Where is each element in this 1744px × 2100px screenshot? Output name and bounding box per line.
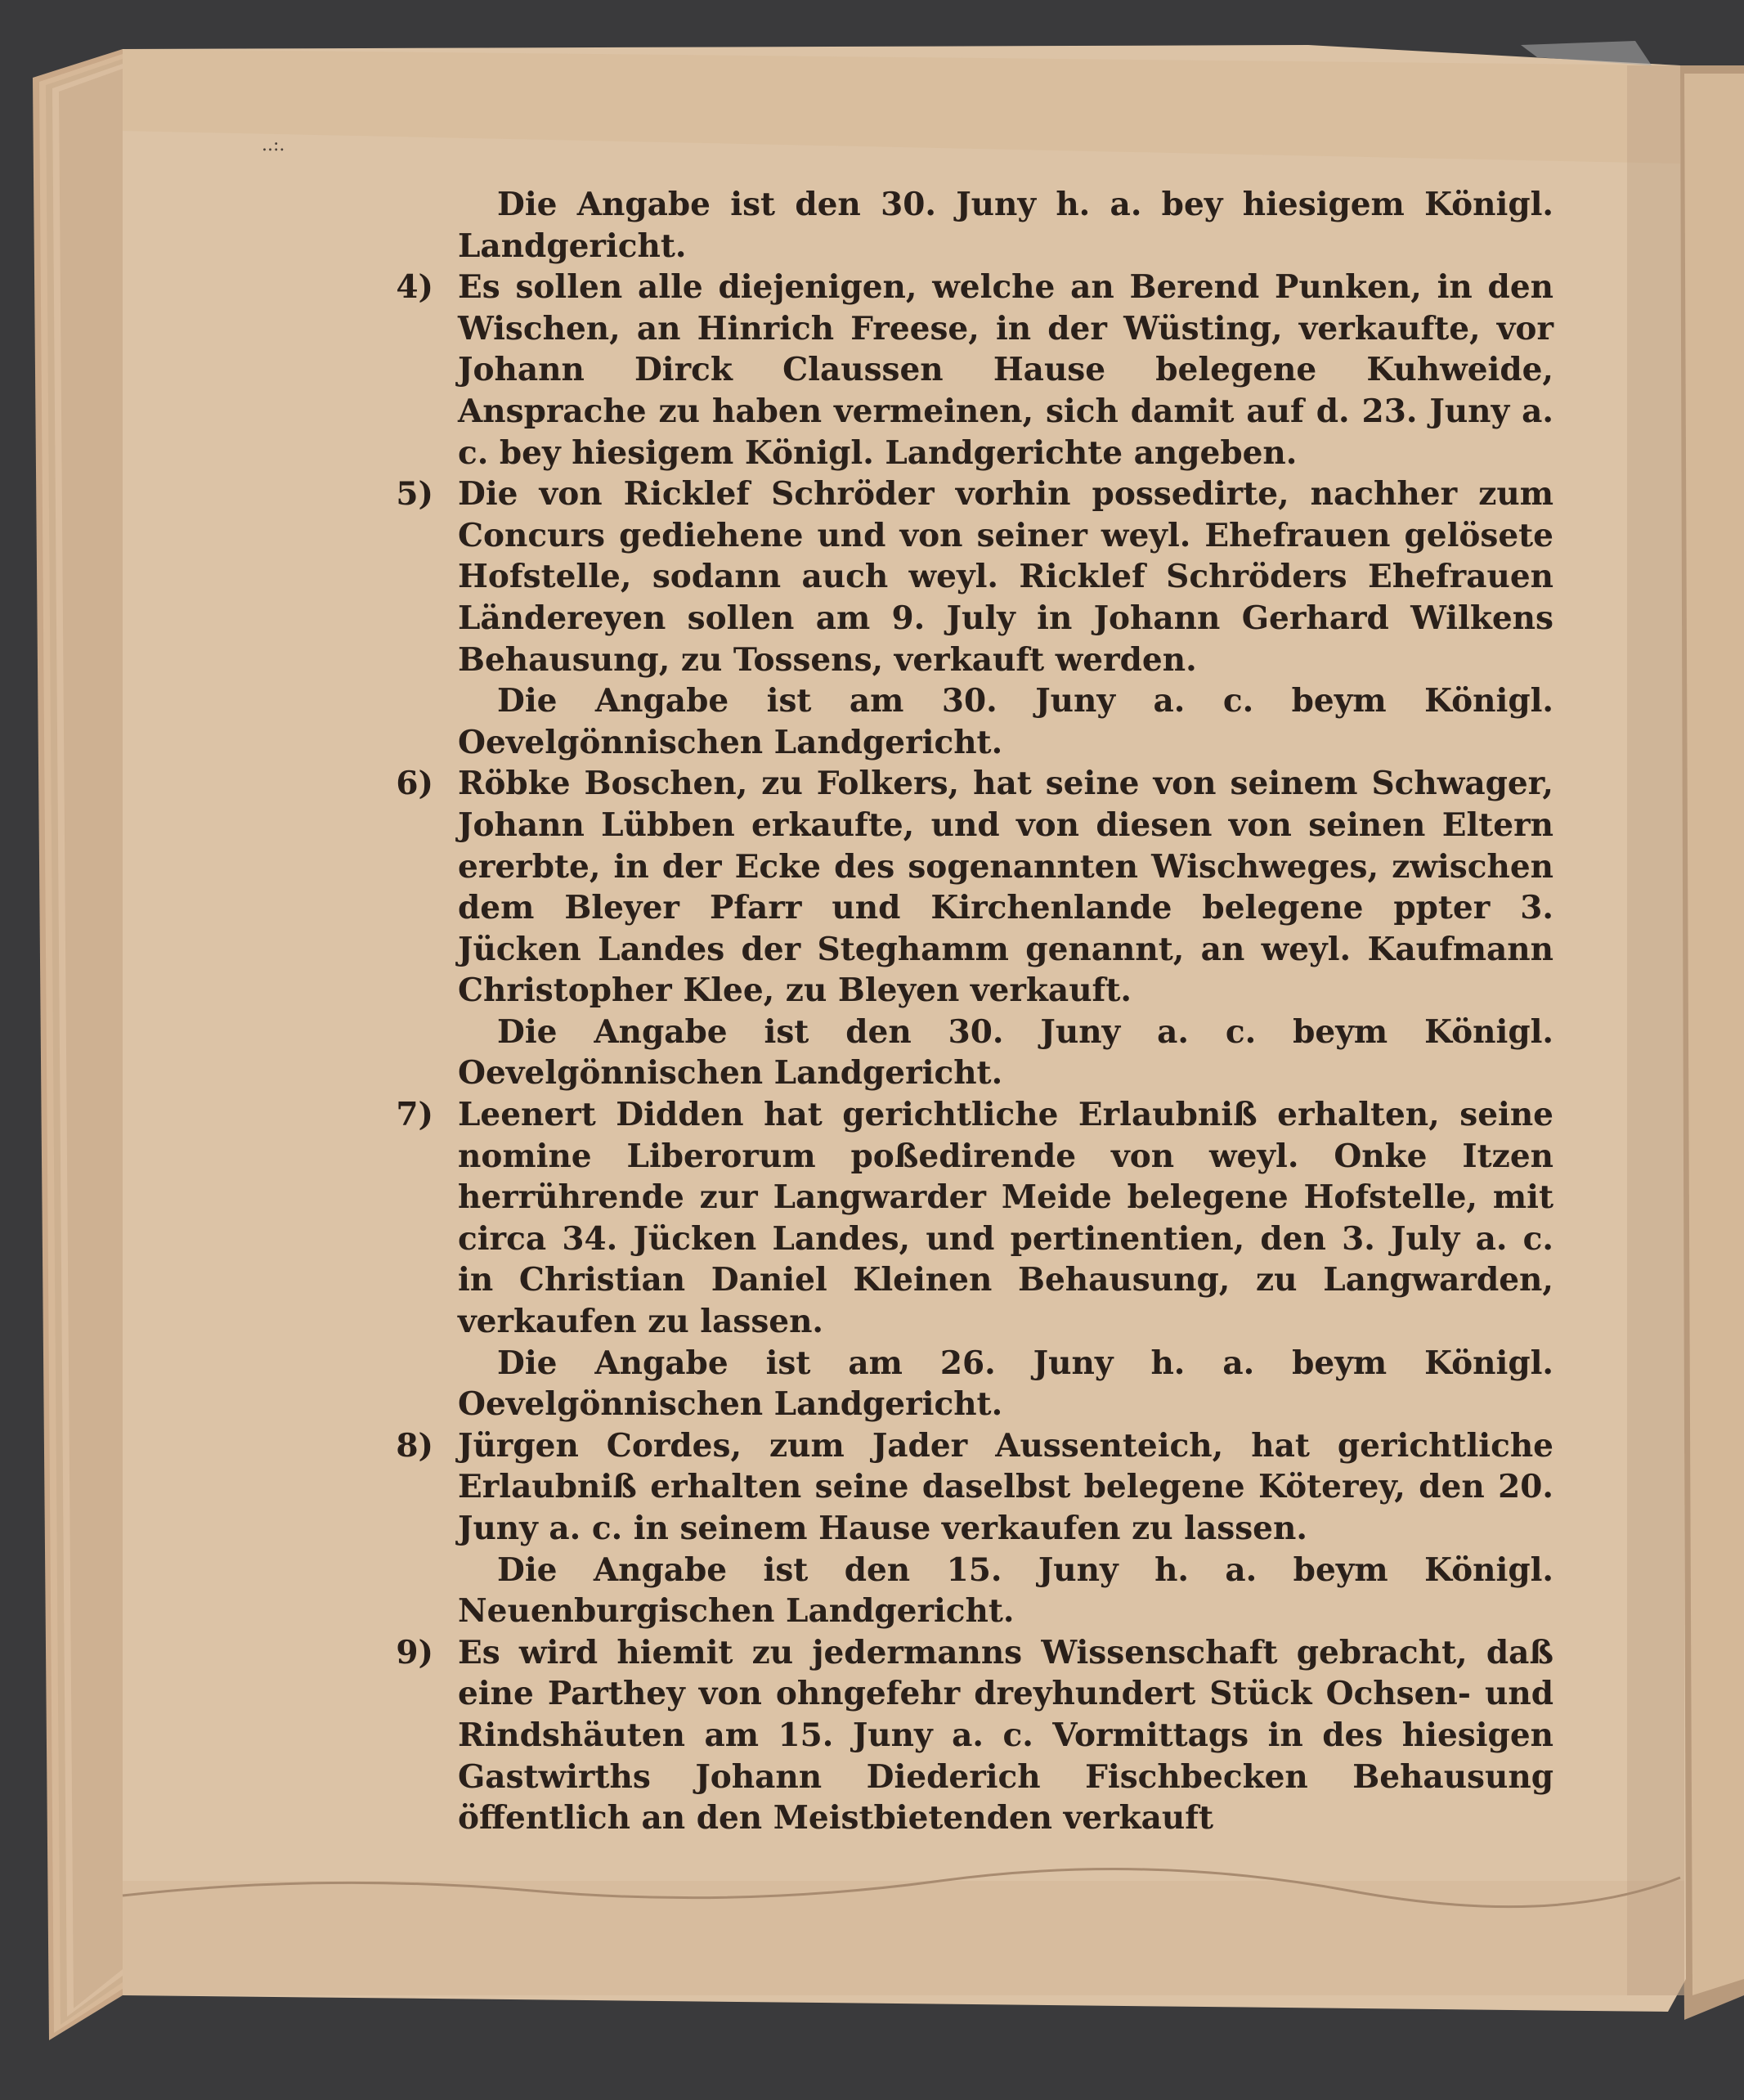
numbered-paragraph <box>396 1632 1553 1839</box>
numbered-paragraph <box>396 473 1553 680</box>
paragraph-number: 8) <box>396 1426 433 1465</box>
note-paragraph <box>458 1550 1553 1632</box>
paragraph-number: 7) <box>396 1096 433 1134</box>
paragraph-text: Die Angabe ist den 30. Juny a. c. beym Königl. Oevelgönnischen Landgericht. <box>458 1012 1553 1093</box>
paragraph-text: Die Angabe ist den 30. Juny h. a. bey hiesigem Königl. Landgericht. <box>458 186 1553 265</box>
paragraph-text: Es wird hiemit zu jedermanns Wissenschaft gebracht, daß eine Parthey von ohngefehr dreyhundert Stück Ochsen- und Rindshäuten am 15. Juny a. c. Vormittags in des hiesigen Gastwirths Johann Diederich Fischbecken Behausung öffentlich an den Meistbietenden verkauft <box>458 1633 1553 1838</box>
note-paragraph <box>458 680 1553 763</box>
page-text <box>396 184 1553 1839</box>
paragraph-text: Jürgen Cordes, zum Jader Aussenteich, hat gerichtliche Erlaubniß erhalten seine daselbst belegene Köterey, den 20. Juny a. c. in seinem Hause verkaufen zu lassen. <box>458 1426 1553 1547</box>
note-paragraph <box>458 184 1553 267</box>
numbered-paragraph <box>396 763 1553 1012</box>
paragraph-text: Röbke Boschen, zu Folkers, hat seine von seinem Schwager, Johann Lübben erkaufte, und von diesen von seinen Eltern ererbte, in der Ecke des sogenannten Wischweges, zwischen dem Bleyer Pfarr und Kirchenlande belegene ppter 3. Jücken Landes der Steghamm genannt, an weyl. Kaufmann Christopher Klee, zu Bleyen verkauft. <box>458 765 1553 1010</box>
paragraph-number: 9) <box>396 1633 433 1671</box>
note-paragraph <box>458 1343 1553 1425</box>
numbered-paragraph <box>396 1425 1553 1550</box>
paragraph-text: Die Angabe ist am 26. Juny h. a. beym Königl. Oevelgönnischen Landgericht. <box>458 1344 1553 1424</box>
numbered-paragraph <box>396 1094 1553 1343</box>
paragraph-number: 4) <box>396 268 433 307</box>
numbered-paragraph <box>396 267 1553 473</box>
paragraph-text: Leenert Didden hat gerichtliche Erlaubniß erhalten, seine nomine Liberorum poßedirende von weyl. Onke Itzen herrührende zur Langwarder Meide belegene Hofstelle, mit circa 34. Jücken Landes, und pertinentien, den 3. July a. c. in Christian Daniel Kleinen Behausung, zu Langwarden, verkaufen zu lassen. <box>458 1096 1553 1341</box>
paragraph-text: Die Angabe ist am 30. Juny a. c. beym Königl. Oevelgönnischen Landgericht. <box>458 682 1553 761</box>
paragraph-text: Die von Ricklef Schröder vorhin possedirte, nachher zum Concurs gediehene und von seiner weyl. Ehefrauen gelösete Hofstelle, sodann auch weyl. Ricklef Schröders Ehefrauen Ländereyen sollen am 9. July in Johann Gerhard Wilkens Behausung, zu Tossens, verkauft werden. <box>458 475 1553 679</box>
header-mark: ..:. <box>262 135 285 155</box>
paragraph-number: 6) <box>396 765 433 803</box>
paragraph-text: Es sollen alle diejenigen, welche an Berend Punken, in den Wischen, an Hinrich Freese, in der Wüsting, verkaufte, vor Johann Dirck Claussen Hause belegene Kuhweide, Ansprache zu haben vermeinen, sich damit auf d. 23. Juny a. c. bey hiesigem Königl. Landgerichte angeben. <box>458 268 1553 472</box>
paragraph-text: Die Angabe ist den 15. Juny h. a. beym Königl. Neuenburgischen Landgericht. <box>458 1550 1553 1631</box>
note-paragraph <box>458 1012 1553 1094</box>
paragraph-number: 5) <box>396 475 433 514</box>
